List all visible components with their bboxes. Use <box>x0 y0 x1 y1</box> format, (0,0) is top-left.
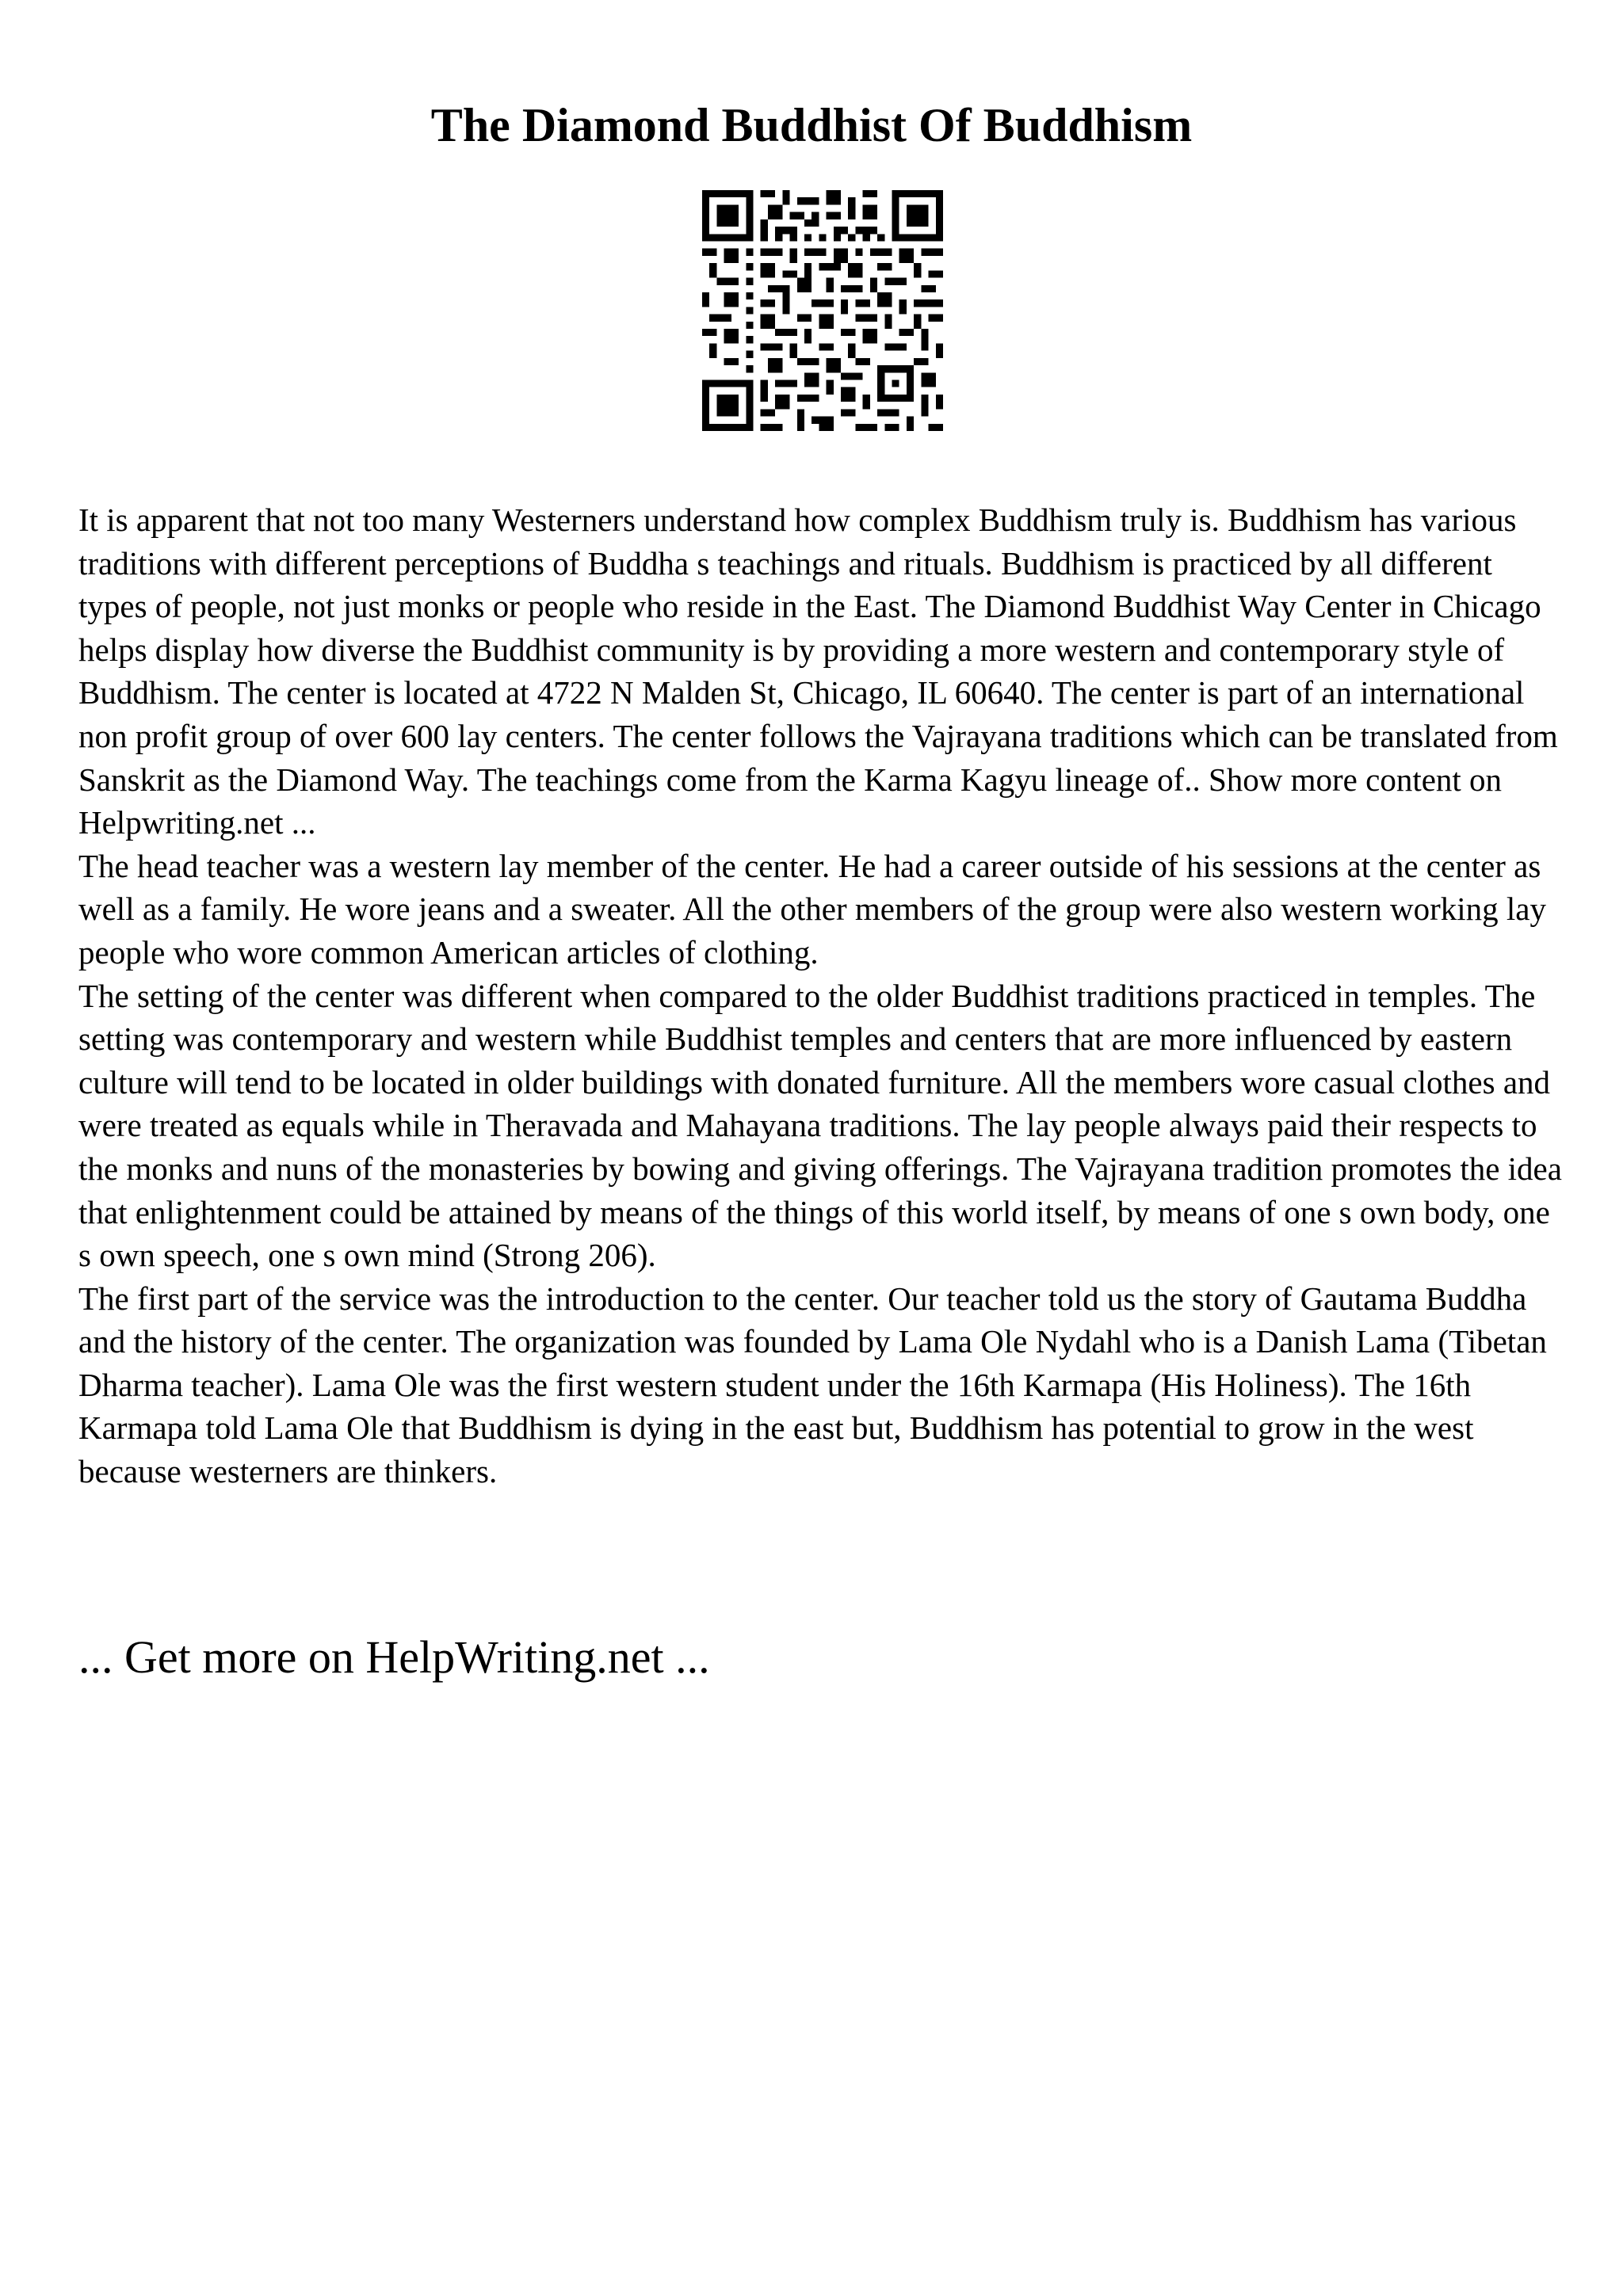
body-paragraph: The first part of the service was the introduction to the center. Our teacher told us the story of Gautama Buddha and the history of the center. The organization was founded by Lama Ole Nydahl who is a Danish Lama (Tibetan Dharma teacher). Lama Ole was the first western student under the 16th Karmapa (His Holiness). The 16th Karmapa told Lama Ole that Buddhism is dying in the east but, Buddhism has potential to grow in the west because westerners are thinkers. <box>78 1280 1547 1490</box>
document-body <box>78 498 1568 1493</box>
body-paragraph: It is apparent that not too many Westerners understand how complex Buddhism truly is. Buddhism has various traditions with different perceptions of Buddha s teachings and rituals. Buddhism is practiced by all different types of people, not just monks or people who reside in the East. The Diamond Buddhist Way Center in Chicago helps display how diverse the Buddhist community is by providing a more western and contemporary style of Buddhism. The center is located at 4722 N Malden St, Chicago, IL 60640. The center is part of an international non profit group of over 600 lay centers. The center follows the Vajrayana traditions which can be translated from Sanskrit as the Diamond Way. The teachings come from the Karma Kagyu lineage of.. Show more content on Helpwriting.net ... <box>78 502 1558 841</box>
body-paragraph: The setting of the center was different when compared to the older Buddhist traditions practiced in temples. The setting was contemporary and western while Buddhist temples and centers that are more influenced by eastern culture will tend to be located in older buildings with donated furniture. All the members wore casual clothes and were treated as equals while in Theravada and Mahayana traditions. The lay people always paid their respects to the monks and nuns of the monasteries by bowing and giving offerings. The Vajrayana tradition promotes the idea that enlightenment could be attained by means of the things of this world itself, by means of one s own body, one s own speech, one s own mind (Strong 206). <box>78 977 1562 1274</box>
body-paragraph: The head teacher was a western lay member of the center. He had a career outside of his sessions at the center as well as a family. He wore jeans and a sweater. All the other members of the group were also western working lay people who wore common American articles of clothing. <box>78 847 1546 971</box>
qr-code-image <box>702 190 943 431</box>
qr-code-icon <box>702 190 943 431</box>
document-title: The Diamond Buddhist Of Buddhism <box>430 99 1193 151</box>
get-more-link[interactable]: ... Get more on HelpWriting.net ... <box>78 1631 710 1683</box>
